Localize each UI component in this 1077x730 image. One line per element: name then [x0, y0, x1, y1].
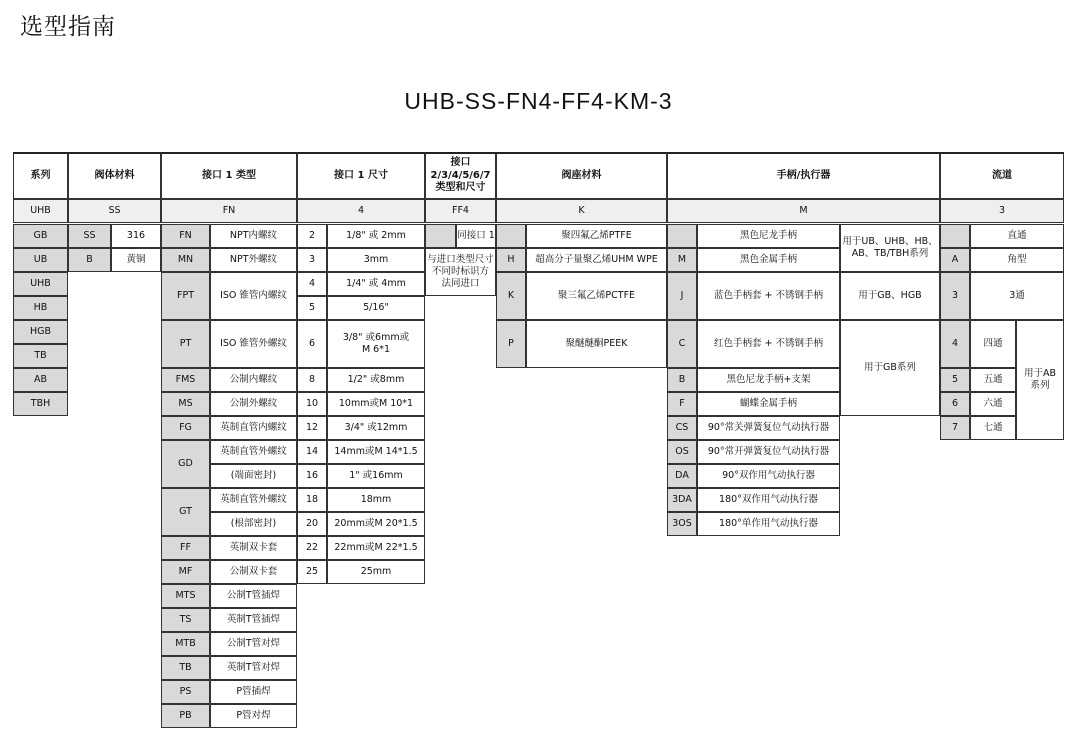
- port1-size-desc: 3/4" 或12mm: [327, 416, 425, 440]
- header-port1-size: 接口 1 尺寸: [297, 152, 425, 199]
- flow-path-desc: 直通: [970, 224, 1064, 248]
- flow-path-code: [940, 224, 970, 248]
- header-seat-material: 阀座材料: [496, 152, 667, 199]
- port1-size-code: 4: [297, 272, 327, 296]
- port1-size-desc: 1/4" 或 4mm: [327, 272, 425, 296]
- series-code: UHB: [13, 272, 68, 296]
- handle-note-ub-series: 用于UB、UHB、HB、 AB、TB/TBH系列: [840, 224, 940, 272]
- handle-desc: 180°单作用气动执行器: [697, 512, 840, 536]
- port1-type-desc: 英制直管内螺纹: [210, 416, 297, 440]
- handle-desc: 蓝色手柄套 + 不锈钢手柄: [697, 272, 840, 320]
- seat-material-desc: 超高分子量聚乙烯UHM WPE: [526, 248, 667, 272]
- port1-size-code: 10: [297, 392, 327, 416]
- port1-type-desc: NPT内螺纹: [210, 224, 297, 248]
- seat-material-desc: 聚三氟乙烯PCTFE: [526, 272, 667, 320]
- handle-desc: 黑色金属手柄: [697, 248, 840, 272]
- port1-type-code: MTS: [161, 584, 210, 608]
- port1-type-desc: 英制T管对焊: [210, 656, 297, 680]
- selected-port1-size: 4: [297, 199, 425, 223]
- flow-path-code: 6: [940, 392, 970, 416]
- seat-material-code: P: [496, 320, 526, 368]
- series-code: HGB: [13, 320, 68, 344]
- port1-type-desc: 英制双卡套: [210, 536, 297, 560]
- handle-note-gb-series: 用于GB系列: [840, 320, 940, 416]
- series-code: TBH: [13, 392, 68, 416]
- port1-size-code: 22: [297, 536, 327, 560]
- handle-code: OS: [667, 440, 697, 464]
- header-port1-type: 接口 1 类型: [161, 152, 297, 199]
- port1-type-code: FPT: [161, 272, 210, 320]
- port1-type-code: MN: [161, 248, 210, 272]
- flow-path-desc: 七通: [970, 416, 1016, 440]
- port1-size-desc: 3/8" 或6mm或 M 6*1: [327, 320, 425, 368]
- port1-size-desc: 1/2" 或8mm: [327, 368, 425, 392]
- series-code: HB: [13, 296, 68, 320]
- handle-code: C: [667, 320, 697, 368]
- seat-material-code: K: [496, 272, 526, 320]
- handle-desc: 90°常关弹簧复位气动执行器: [697, 416, 840, 440]
- port1-size-code: 16: [297, 464, 327, 488]
- header-series: 系列: [13, 152, 68, 199]
- port1-type-code: MF: [161, 560, 210, 584]
- port1-type-desc: 公制T管插焊: [210, 584, 297, 608]
- port1-size-code: 18: [297, 488, 327, 512]
- selected-flow-path: 3: [940, 199, 1064, 223]
- seat-material-desc: 聚四氟乙烯PTFE: [526, 224, 667, 248]
- port1-size-code: 6: [297, 320, 327, 368]
- flow-path-code: 5: [940, 368, 970, 392]
- port1-type-code: GT: [161, 488, 210, 536]
- port1-size-code: 12: [297, 416, 327, 440]
- port2-same-as-port1: 同接口 1: [456, 224, 496, 248]
- port2-code-blank: [425, 224, 456, 248]
- flow-path-code: A: [940, 248, 970, 272]
- page-title: 选型指南: [20, 14, 116, 40]
- handle-code: F: [667, 392, 697, 416]
- port1-type-desc: P管插焊: [210, 680, 297, 704]
- port1-size-desc: 1/8" 或 2mm: [327, 224, 425, 248]
- handle-desc: 红色手柄套 + 不锈钢手柄: [697, 320, 840, 368]
- port1-type-code: PS: [161, 680, 210, 704]
- port1-type-desc: 公制双卡套: [210, 560, 297, 584]
- port1-size-desc: 14mm或M 14*1.5: [327, 440, 425, 464]
- handle-code: [667, 224, 697, 248]
- series-code: AB: [13, 368, 68, 392]
- port1-size-code: 5: [297, 296, 327, 320]
- selected-series: UHB: [13, 199, 68, 223]
- port1-size-code: 3: [297, 248, 327, 272]
- port1-type-desc: 公制内螺纹: [210, 368, 297, 392]
- body-material-code: SS: [68, 224, 111, 248]
- selected-handle: M: [667, 199, 940, 223]
- series-code: GB: [13, 224, 68, 248]
- handle-desc: 90°双作用气动执行器: [697, 464, 840, 488]
- flow-path-desc: 角型: [970, 248, 1064, 272]
- port1-type-code: PB: [161, 704, 210, 728]
- handle-code: J: [667, 272, 697, 320]
- port1-type-desc-note: (端面密封): [210, 464, 297, 488]
- port1-type-code: PT: [161, 320, 210, 368]
- handle-desc: 黑色尼龙手柄: [697, 224, 840, 248]
- handle-desc: 90°常开弹簧复位气动执行器: [697, 440, 840, 464]
- header-flow-path: 流道: [940, 152, 1064, 199]
- flow-path-note-ab: 用于AB 系列: [1016, 320, 1064, 440]
- handle-desc: 蝴蝶金属手柄: [697, 392, 840, 416]
- seat-material-desc: 聚醚醚酮PEEK: [526, 320, 667, 368]
- port1-type-code: TB: [161, 656, 210, 680]
- handle-code: CS: [667, 416, 697, 440]
- series-code: TB: [13, 344, 68, 368]
- flow-path-code: 3: [940, 272, 970, 320]
- port2-note: 与进口类型尺寸 不同时标识方 法同进口: [425, 248, 496, 296]
- seat-material-code: H: [496, 248, 526, 272]
- series-code: UB: [13, 248, 68, 272]
- header-handle-actuator: 手柄/执行器: [667, 152, 940, 199]
- handle-code: 3OS: [667, 512, 697, 536]
- port1-size-desc: 1" 或16mm: [327, 464, 425, 488]
- port1-type-desc: NPT外螺纹: [210, 248, 297, 272]
- port1-size-code: 8: [297, 368, 327, 392]
- port1-type-desc: 英制直管外螺纹: [210, 488, 297, 512]
- port1-type-code: FF: [161, 536, 210, 560]
- handle-code: DA: [667, 464, 697, 488]
- port1-type-desc: 英制直管外螺纹: [210, 440, 297, 464]
- port1-type-code: MTB: [161, 632, 210, 656]
- port1-type-desc: 英制T管插焊: [210, 608, 297, 632]
- flow-path-desc: 五通: [970, 368, 1016, 392]
- port1-size-desc: 5/16": [327, 296, 425, 320]
- handle-desc: 180°双作用气动执行器: [697, 488, 840, 512]
- header-body-material: 阀体材料: [68, 152, 161, 199]
- port1-type-desc: P管对焊: [210, 704, 297, 728]
- body-material-desc: 316: [111, 224, 161, 248]
- port1-type-desc-note: (根部密封): [210, 512, 297, 536]
- handle-code: B: [667, 368, 697, 392]
- port1-type-code: FMS: [161, 368, 210, 392]
- port1-size-desc: 22mm或M 22*1.5: [327, 536, 425, 560]
- handle-code: 3DA: [667, 488, 697, 512]
- seat-material-code: [496, 224, 526, 248]
- port1-size-code: 25: [297, 560, 327, 584]
- port1-type-code: FN: [161, 224, 210, 248]
- port1-size-desc: 3mm: [327, 248, 425, 272]
- port1-type-code: MS: [161, 392, 210, 416]
- flow-path-desc: 3通: [970, 272, 1064, 320]
- port1-type-desc: 公制外螺纹: [210, 392, 297, 416]
- port1-size-code: 2: [297, 224, 327, 248]
- flow-path-desc: 四通: [970, 320, 1016, 368]
- port1-type-desc: ISO 锥管外螺纹: [210, 320, 297, 368]
- selected-body-material: SS: [68, 199, 161, 223]
- body-material-desc: 黄铜: [111, 248, 161, 272]
- selected-port1-type: FN: [161, 199, 297, 223]
- selected-seat-material: K: [496, 199, 667, 223]
- model-code-example: UHB-SS-FN4-FF4-KM-3: [404, 88, 673, 114]
- port1-size-desc: 10mm或M 10*1: [327, 392, 425, 416]
- port1-size-desc: 18mm: [327, 488, 425, 512]
- flow-path-desc: 六通: [970, 392, 1016, 416]
- selected-port2: FF4: [425, 199, 496, 223]
- handle-note-gb-hgb: 用于GB、HGB: [840, 272, 940, 320]
- port1-size-code: 20: [297, 512, 327, 536]
- port1-type-code: TS: [161, 608, 210, 632]
- flow-path-code: 4: [940, 320, 970, 368]
- port1-size-desc: 25mm: [327, 560, 425, 584]
- port1-type-code: GD: [161, 440, 210, 488]
- flow-path-code: 7: [940, 416, 970, 440]
- port1-type-desc: 公制T管对焊: [210, 632, 297, 656]
- port1-type-desc: ISO 锥管内螺纹: [210, 272, 297, 320]
- port1-type-code: FG: [161, 416, 210, 440]
- handle-code: M: [667, 248, 697, 272]
- port1-size-code: 14: [297, 440, 327, 464]
- port1-size-desc: 20mm或M 20*1.5: [327, 512, 425, 536]
- body-material-code: B: [68, 248, 111, 272]
- handle-desc: 黑色尼龙手柄+支架: [697, 368, 840, 392]
- header-port2-type-size: 接口 2/3/4/5/6/7 类型和尺寸: [425, 152, 496, 199]
